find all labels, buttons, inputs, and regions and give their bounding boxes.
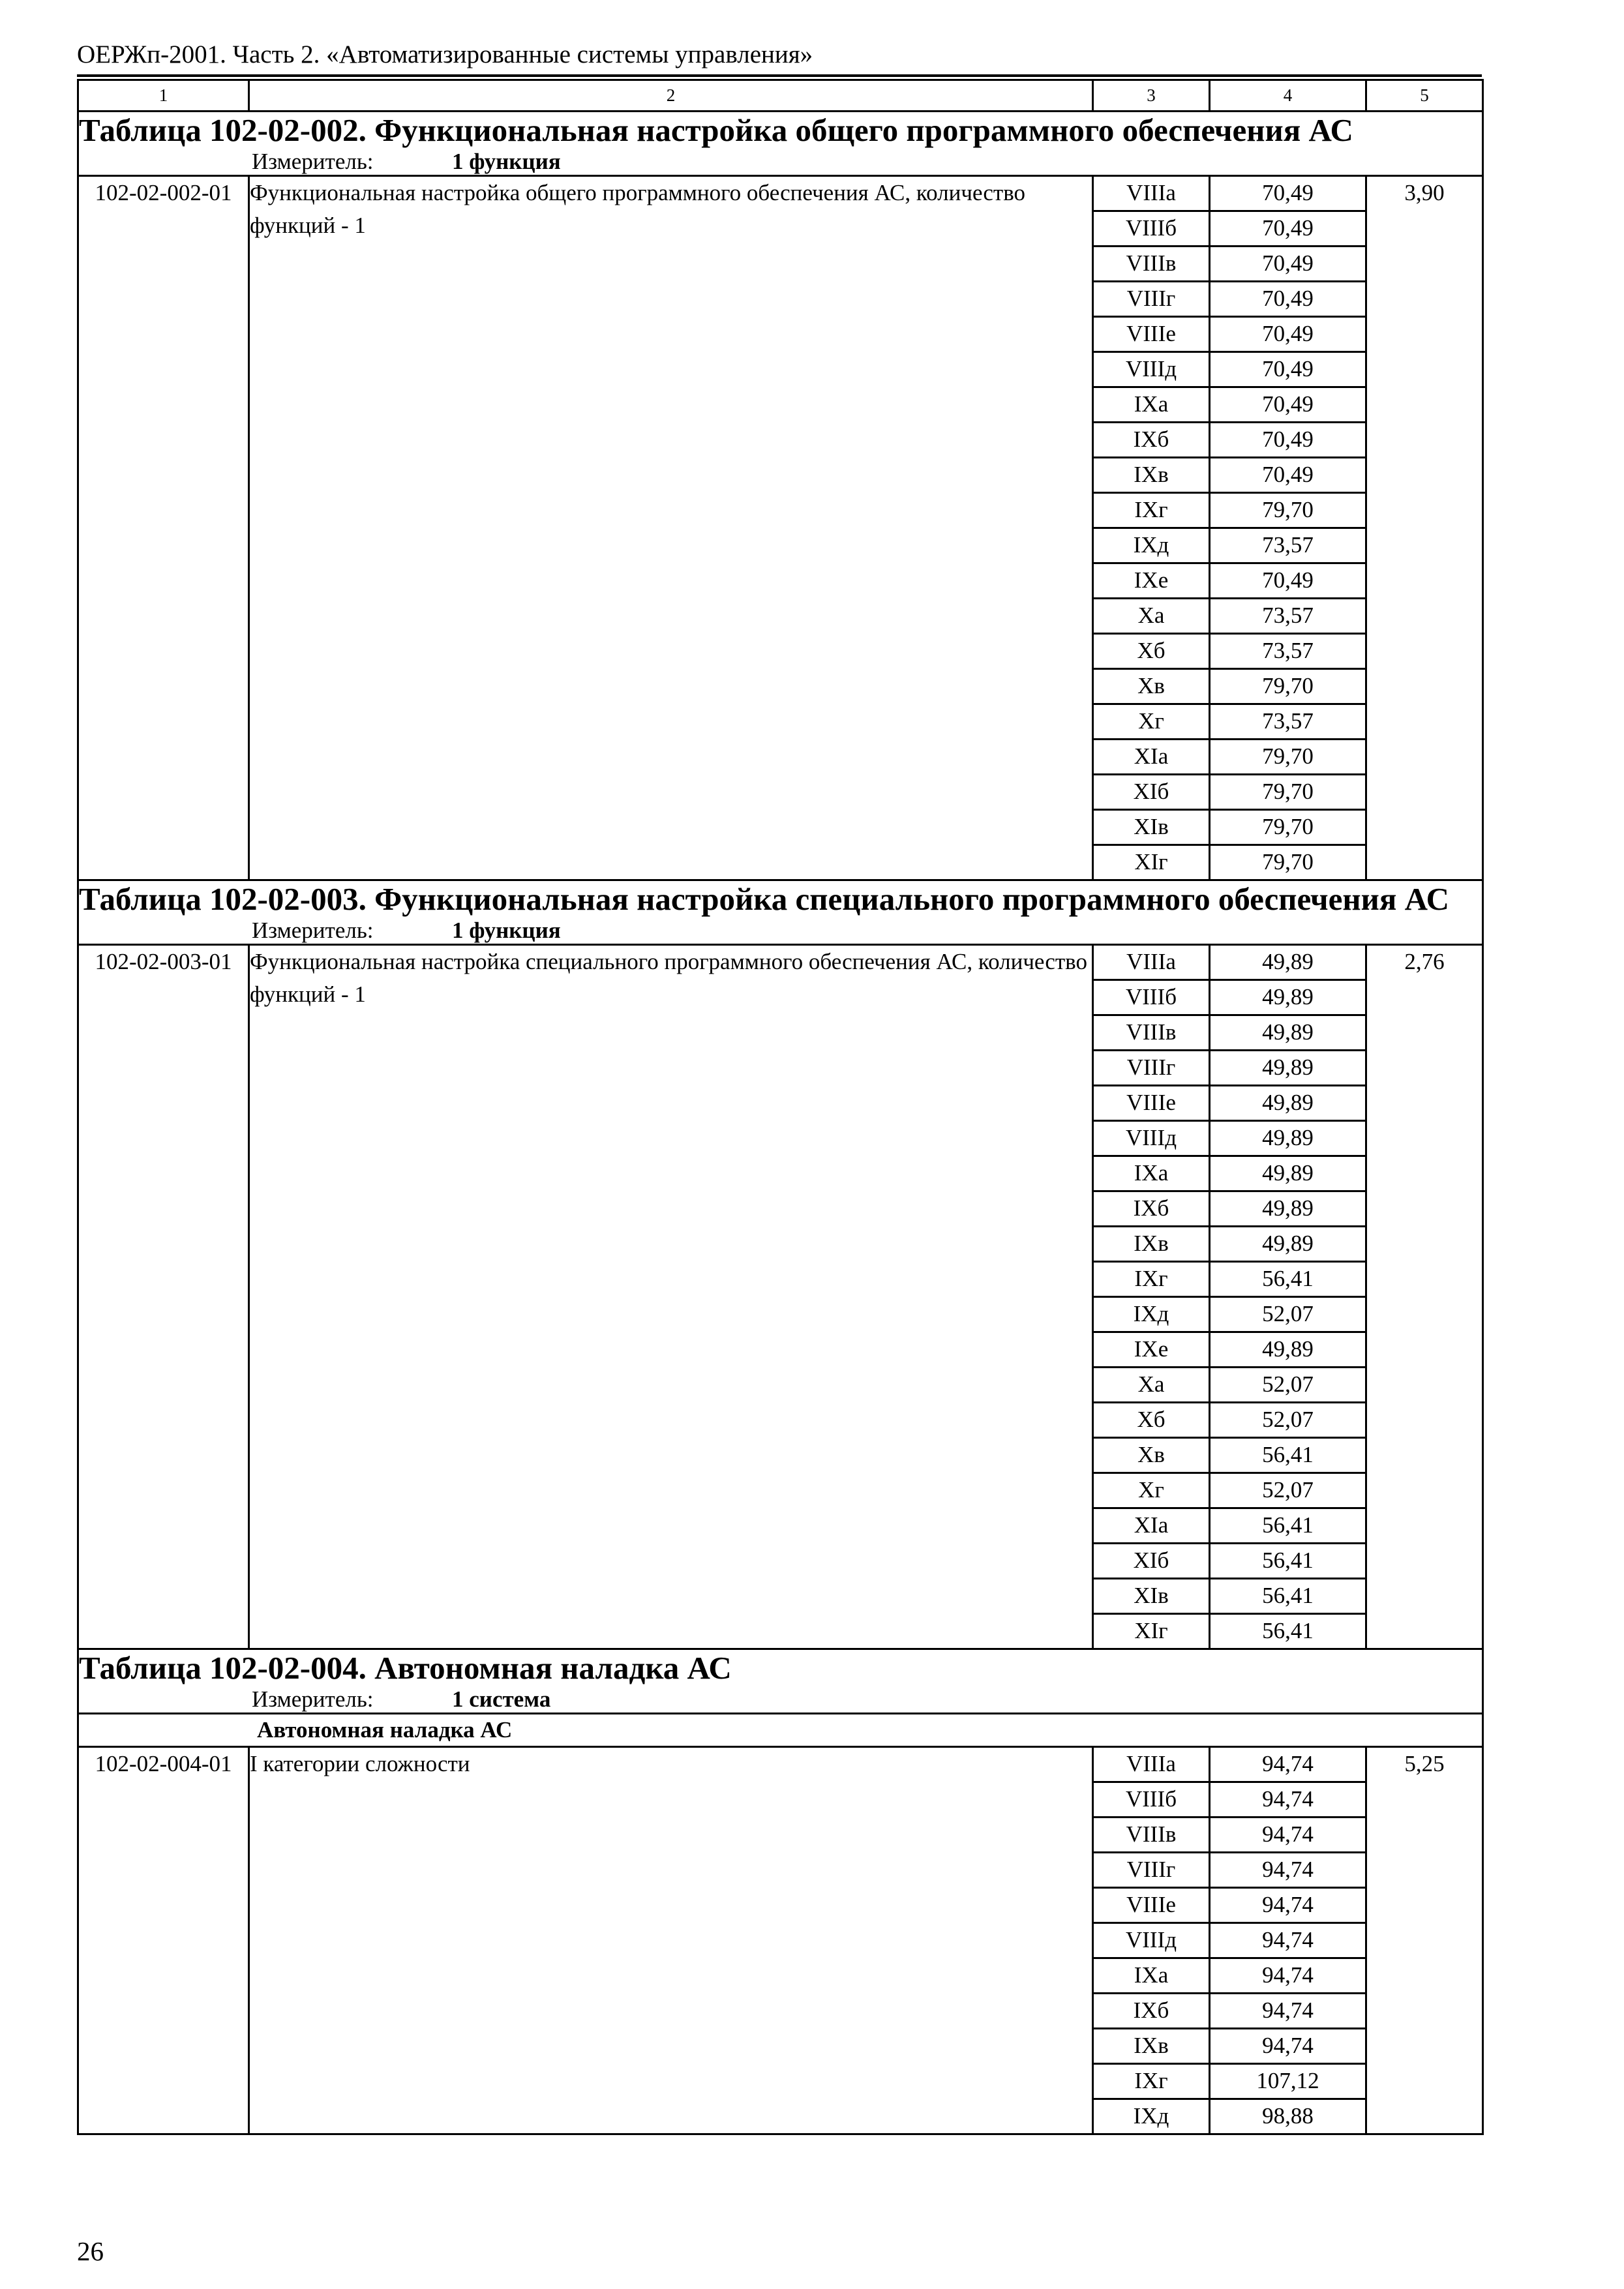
price-value: 79,70 [1210, 493, 1366, 528]
category-group: Xг [1093, 1473, 1210, 1508]
category-group: VIIIб [1093, 980, 1210, 1015]
price-value: 49,89 [1210, 1051, 1366, 1086]
item-code: 102-02-003-01 [78, 945, 249, 1649]
running-header: ОЕРЖп-2001. Часть 2. «Автоматизированные системы управления» [77, 40, 813, 68]
rate-value: 2,76 [1366, 945, 1483, 1649]
price-value: 79,70 [1210, 845, 1366, 880]
price-value: 70,49 [1210, 282, 1366, 317]
category-group: VIIIа [1093, 176, 1210, 211]
price-value: 49,89 [1210, 1332, 1366, 1368]
column-number: 1 [78, 80, 249, 112]
category-group: IXа [1093, 1958, 1210, 1994]
price-value: 49,89 [1210, 1156, 1366, 1191]
column-number: 3 [1093, 80, 1210, 112]
price-value: 94,74 [1210, 1994, 1366, 2029]
category-group: VIIIг [1093, 1051, 1210, 1086]
price-value: 79,70 [1210, 740, 1366, 775]
price-value: 52,07 [1210, 1297, 1366, 1332]
price-value: 73,57 [1210, 634, 1366, 669]
category-group: IXб [1093, 423, 1210, 458]
category-group: VIIIе [1093, 1086, 1210, 1121]
subheading: Автономная наладка АС [257, 1717, 513, 1743]
price-value: 70,49 [1210, 387, 1366, 423]
price-value: 70,49 [1210, 352, 1366, 387]
item-code: 102-02-004-01 [78, 1747, 249, 2134]
price-value: 49,89 [1210, 1121, 1366, 1156]
category-group: IXб [1093, 1994, 1210, 2029]
price-value: 70,49 [1210, 211, 1366, 247]
category-group: IXд [1093, 2099, 1210, 2134]
table-row [78, 176, 1483, 211]
table-row [78, 1747, 1483, 1782]
measure-row [78, 1686, 1483, 1714]
column-number: 5 [1366, 80, 1483, 112]
price-value: 94,74 [1210, 1818, 1366, 1853]
category-group: VIIIа [1093, 945, 1210, 980]
price-value: 49,89 [1210, 980, 1366, 1015]
price-value: 70,49 [1210, 247, 1366, 282]
category-group: IXг [1093, 493, 1210, 528]
category-group: VIIIе [1093, 1888, 1210, 1923]
category-group: VIIIд [1093, 352, 1210, 387]
category-group: Xг [1093, 704, 1210, 740]
measure-label: Измеритель: [252, 1686, 374, 1712]
measure-cell [78, 149, 1483, 176]
rate-value: 3,90 [1366, 176, 1483, 880]
category-group: XIб [1093, 1544, 1210, 1579]
item-description: Функциональная настройка общего программного обеспечения АС, количество функций - 1 [249, 176, 1093, 880]
measure-value: 1 система [452, 1686, 551, 1712]
price-value: 79,70 [1210, 775, 1366, 810]
category-group: IXв [1093, 2029, 1210, 2064]
table-title-row [78, 112, 1483, 149]
price-value: 94,74 [1210, 1782, 1366, 1818]
category-group: VIIIб [1093, 211, 1210, 247]
price-value: 49,89 [1210, 945, 1366, 980]
category-group: IXв [1093, 1227, 1210, 1262]
price-value: 70,49 [1210, 423, 1366, 458]
table-title-row [78, 880, 1483, 918]
subheading-cell [78, 1714, 1483, 1747]
category-group: Xа [1093, 1368, 1210, 1403]
measure-cell [78, 918, 1483, 945]
price-value: 56,41 [1210, 1438, 1366, 1473]
price-value: 56,41 [1210, 1262, 1366, 1297]
column-number-row [78, 80, 1483, 112]
price-value: 56,41 [1210, 1614, 1366, 1649]
price-value: 49,89 [1210, 1086, 1366, 1121]
price-value: 73,57 [1210, 528, 1366, 563]
category-group: VIIIб [1093, 1782, 1210, 1818]
category-group: VIIIв [1093, 247, 1210, 282]
item-description: Функциональная настройка специального программного обеспечения АС, количество функций - 1 [249, 945, 1093, 1649]
price-value: 56,41 [1210, 1544, 1366, 1579]
price-value: 70,49 [1210, 458, 1366, 493]
price-value: 94,74 [1210, 1888, 1366, 1923]
category-group: IXв [1093, 458, 1210, 493]
price-value: 52,07 [1210, 1473, 1366, 1508]
category-group: XIа [1093, 740, 1210, 775]
rate-value: 5,25 [1366, 1747, 1483, 2134]
column-number: 4 [1210, 80, 1366, 112]
measure-value: 1 функция [452, 918, 561, 943]
price-value: 94,74 [1210, 2029, 1366, 2064]
item-code: 102-02-002-01 [78, 176, 249, 880]
price-value: 52,07 [1210, 1403, 1366, 1438]
rates-table [77, 79, 1484, 2135]
measure-label: Измеритель: [252, 918, 374, 943]
table-title: Таблица 102-02-002. Функциональная настройка общего программного обеспечения АС [78, 112, 1483, 149]
item-description: I категории сложности [249, 1747, 1093, 2134]
category-group: IXе [1093, 563, 1210, 599]
category-group: XIг [1093, 1614, 1210, 1649]
price-value: 49,89 [1210, 1015, 1366, 1051]
category-group: VIIIг [1093, 282, 1210, 317]
category-group: IXа [1093, 1156, 1210, 1191]
price-value: 94,74 [1210, 1853, 1366, 1888]
measure-value: 1 функция [452, 149, 561, 174]
column-number: 2 [249, 80, 1093, 112]
measure-label: Измеритель: [252, 149, 374, 174]
category-group: IXг [1093, 1262, 1210, 1297]
price-value: 107,12 [1210, 2064, 1366, 2099]
price-value: 79,70 [1210, 810, 1366, 845]
category-group: XIа [1093, 1508, 1210, 1544]
table-title-row [78, 1649, 1483, 1687]
table-title: Таблица 102-02-004. Автономная наладка АС [78, 1649, 1483, 1687]
price-value: 49,89 [1210, 1227, 1366, 1262]
category-group: XIв [1093, 1579, 1210, 1614]
rates-table-body [78, 80, 1483, 2134]
price-value: 70,49 [1210, 317, 1366, 352]
price-value: 49,89 [1210, 1191, 1366, 1227]
page-number: 26 [77, 2236, 104, 2266]
category-group: Xв [1093, 1438, 1210, 1473]
category-group: Xа [1093, 599, 1210, 634]
category-group: VIIIв [1093, 1015, 1210, 1051]
price-value: 70,49 [1210, 563, 1366, 599]
price-value: 94,74 [1210, 1747, 1366, 1782]
category-group: VIIIд [1093, 1923, 1210, 1958]
category-group: XIг [1093, 845, 1210, 880]
price-value: 94,74 [1210, 1958, 1366, 1994]
category-group: IXд [1093, 1297, 1210, 1332]
measure-row [78, 149, 1483, 176]
category-group: XIб [1093, 775, 1210, 810]
price-value: 79,70 [1210, 669, 1366, 704]
category-group: VIIIа [1093, 1747, 1210, 1782]
category-group: IXг [1093, 2064, 1210, 2099]
category-group: IXа [1093, 387, 1210, 423]
category-group: VIIIг [1093, 1853, 1210, 1888]
measure-row [78, 918, 1483, 945]
category-group: VIIIе [1093, 317, 1210, 352]
price-value: 94,74 [1210, 1923, 1366, 1958]
category-group: IXб [1093, 1191, 1210, 1227]
measure-cell [78, 1686, 1483, 1714]
price-value: 98,88 [1210, 2099, 1366, 2134]
subheading-row [78, 1714, 1483, 1747]
table-row [78, 945, 1483, 980]
table-title: Таблица 102-02-003. Функциональная настройка специального программного обеспечения АС [78, 880, 1483, 918]
price-value: 56,41 [1210, 1508, 1366, 1544]
category-group: Xв [1093, 669, 1210, 704]
category-group: Xб [1093, 1403, 1210, 1438]
category-group: Xб [1093, 634, 1210, 669]
price-value: 73,57 [1210, 704, 1366, 740]
category-group: IXд [1093, 528, 1210, 563]
category-group: VIIIв [1093, 1818, 1210, 1853]
price-value: 56,41 [1210, 1579, 1366, 1614]
category-group: VIIIд [1093, 1121, 1210, 1156]
category-group: XIв [1093, 810, 1210, 845]
category-group: IXе [1093, 1332, 1210, 1368]
price-value: 52,07 [1210, 1368, 1366, 1403]
price-value: 70,49 [1210, 176, 1366, 211]
header-rule [77, 74, 1482, 77]
price-value: 73,57 [1210, 599, 1366, 634]
